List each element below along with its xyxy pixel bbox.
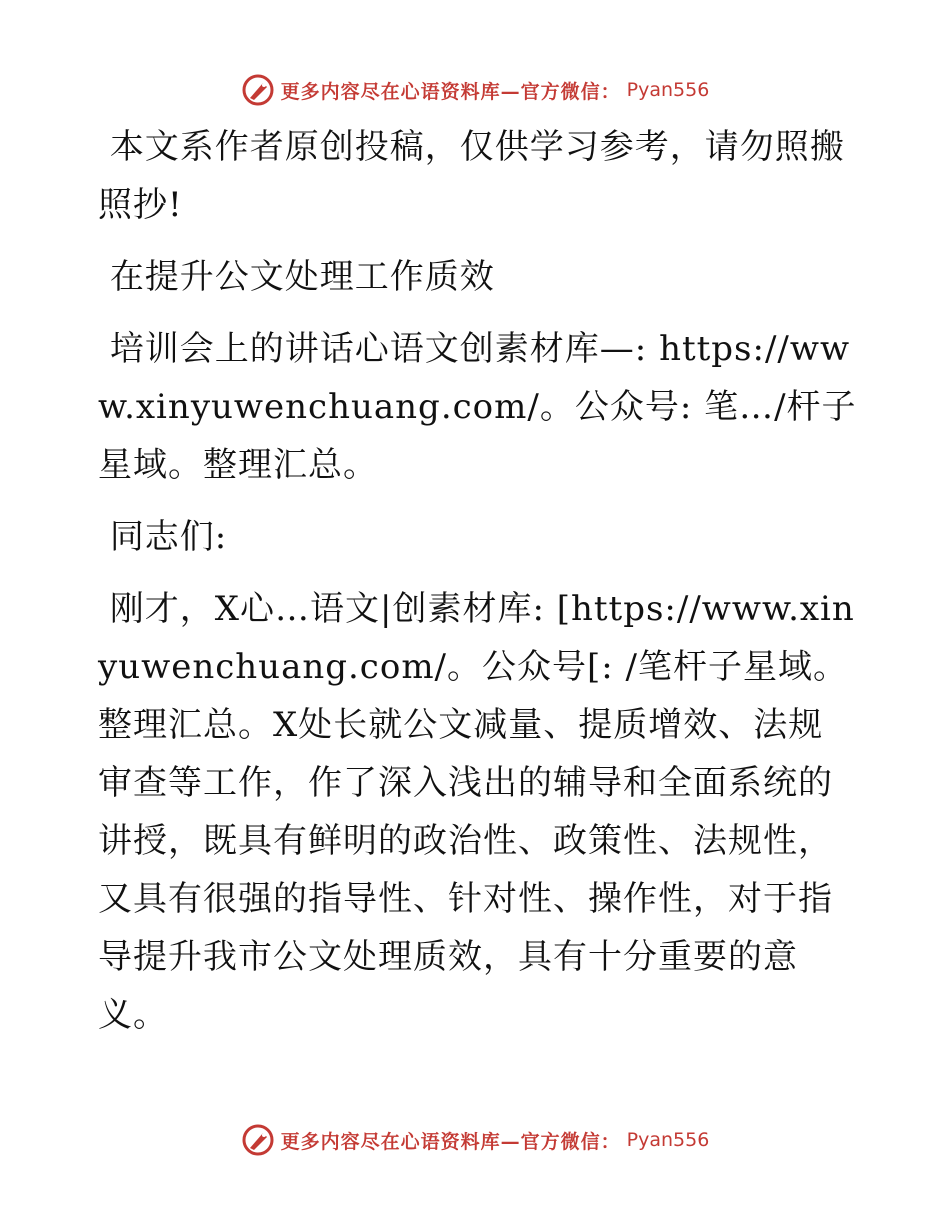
disclaimer-paragraph: 本文系作者原创投稿，仅供学习参考，请勿照搬照抄! [98, 127, 845, 225]
salutation: 同志们: [98, 517, 228, 557]
watermark-text: 更多内容尽在心语资料库—官方微信： [280, 1130, 621, 1153]
body-paragraph: 刚才，X心…语文|创素材库: [https://www.xinyuwenchuang.com/。公众号[: /笔杆子星域。整理汇总。X处长就公文减量、提质增效、法规审查等工作，作了深入浅出的辅导和全面系统的讲授，既具有鲜明的政治性、政策性、法规性，又具有很强的指导性、针对性、操作性，对于指导提升我市公文处理质效，具有十分重要的意义。 [98, 589, 855, 1035]
title-line: 在提升公文处理工作质效 [98, 257, 495, 297]
pen-nib-seal-icon [241, 73, 275, 107]
watermark-wechat-id: Pyan556 [626, 1129, 710, 1151]
header-watermark [0, 70, 950, 110]
subtitle-paragraph: 培训会上的讲话心语文创素材库—: https://www.xinyuwenchuang.com/。公众号: 笔…/杆子星域。整理汇总。 [98, 329, 857, 485]
footer-watermark [0, 1120, 950, 1160]
watermark-wechat-id: Pyan556 [626, 79, 710, 101]
pen-nib-seal-icon [241, 1123, 275, 1157]
watermark-text: 更多内容尽在心语资料库—官方微信： [280, 80, 621, 103]
document-body [98, 118, 858, 1044]
